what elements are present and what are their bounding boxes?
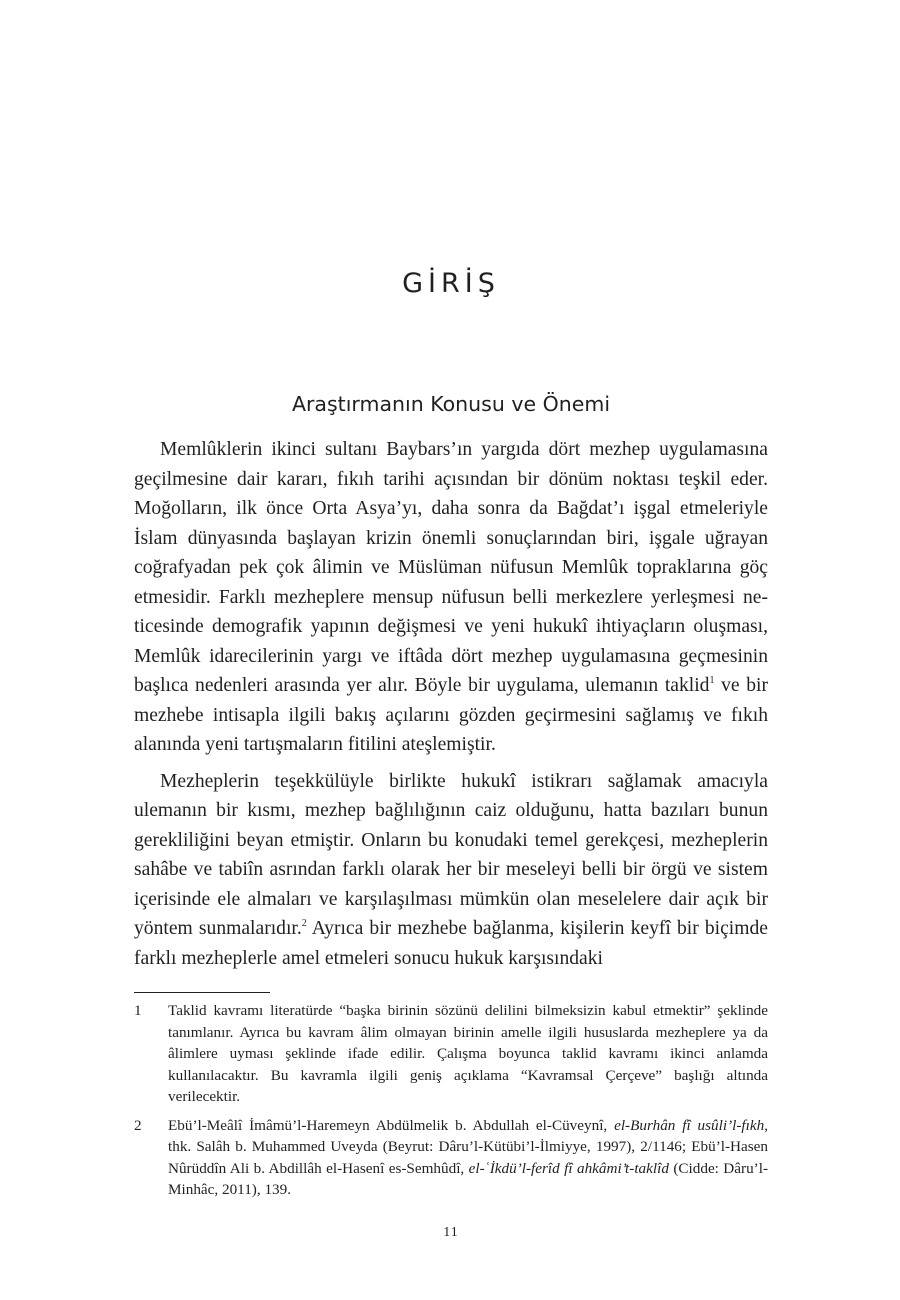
footnote-number: 2 [134,1116,142,1134]
paragraph-text: Ayrıca bir mezhebe bağlanma, kişilerin keyfî bir biçimde farklı mezheplerle amel etmeleri sonucu hukuk karşısındaki [134,918,768,969]
body-text [134,435,768,973]
page-number: 11 [443,1225,459,1240]
chapter-title: GİRİŞ [402,268,500,299]
footnote-2 [134,1115,768,1201]
paragraph-text: Memlûklerin ikinci sultanı Baybars’ın yargıda dört mezhep uygulamasına geçilmesine dair kararı, fıkıh tarihi açısından bir dönüm noktası teşkil eder. Moğolların, ilk önce Orta Asya’yı, daha sonra da Bağdat’ı işgal etmeleriyle İslam dünyasında başlayan krizin önemli sonuçlarından biri, işgale uğrayan coğrafyadan pek çok âlimin ve Müslüman nüfusun Memlûk topraklarına göç etmesidir. Farklı mezheplere mensup nüfusun belli merkezlere yerleşmesi neticesinde demografik yapının değişmesi ve yeni hukukî ihtiyaçların oluşması, Memlûk idarecilerinin yargı ve iftâda dört mezhep uygulamasına geçmesinin başlıca nedenleri arasında yer alır. Böyle bir uygulama, ulemanın taklid [134,439,768,696]
paragraph-2 [134,767,768,974]
footnotes [134,1000,768,1201]
citation-text: , thk. Salâh b. Muhammed Uveyda (Beyrut: Dâru’l-Kütübi’l-İlmiyye, 1997), 2/1146; Ebü’l-Hasen Nûrüddîn Ali b. Abdillâh el-Hasenî es-Semhûdî, [168,1116,768,1177]
footnote-ref-2[interactable]: 2 [301,918,307,929]
citation-text: Ebü’l-Meâlî İmâmü’l-Haremeyn Abdülmelik b. Abdullah el-Cüveynî, [168,1116,615,1134]
footnote-1 [134,1000,768,1108]
footnote-ref-1[interactable]: 1 [709,675,715,686]
footnote-text: Taklid kavramı literatürde “başka birinin sözünü delilini bilmeksizin kabul etmektir” şeklinde tanımlanır. Ayrıca bu kavram âlim olmayan birinin amelle ilgili hususlarda mezheplere ya da âlimlere uyması şeklinde ifade edilir. Çalışma boyunca taklid kavramı ikinci anlamda kullanılacaktır. Bu kavramla ilgili geniş açıklama “Kavramsal Çerçeve” başlığı altında verilecektir. [168,1002,768,1105]
paragraph-text: ve bir mezhebe intisapla ilgili bakış açılarını gözden geçirmesini sağlamış ve fıkıh alanında yeni tartışmaların fitilini ateşlemiştir. [134,675,768,755]
footnote-number: 1 [134,1002,142,1019]
paragraph-1 [134,435,768,760]
citation-text: (Cidde: Dâru’l-Minhâc, 2011), 139. [168,1159,769,1198]
book-title: el-ʿİkdü’l-ferîd fî ahkâmi’t-taklîd [468,1159,669,1177]
section-heading: Araştırmanın Konusu ve Önemi [291,392,611,416]
paragraph-text: Mezheplerin teşekkülüyle birlikte hukukî istikrarı sağlamak amacıyla ulemanın bir kısmı, mezhep bağlılığının caiz olduğunu, hatta bazıları bunun gerekliliğini beyan etmiştir. Onların bu konudaki temel gerekçesi, mezheplerin sahâbe ve tabiîn asrından farklı olarak her bir meseleyi belli bir örgü ve sistem içerisinde ele almaları ve karşılaşılması mümkün olan meselelere dair açık bir yöntem sunmalarıdır. [134,770,768,939]
footnote-divider [134,992,270,993]
book-title: el-Burhân fî usûli’l-fıkh [614,1116,765,1134]
footnote-text [168,1115,768,1201]
